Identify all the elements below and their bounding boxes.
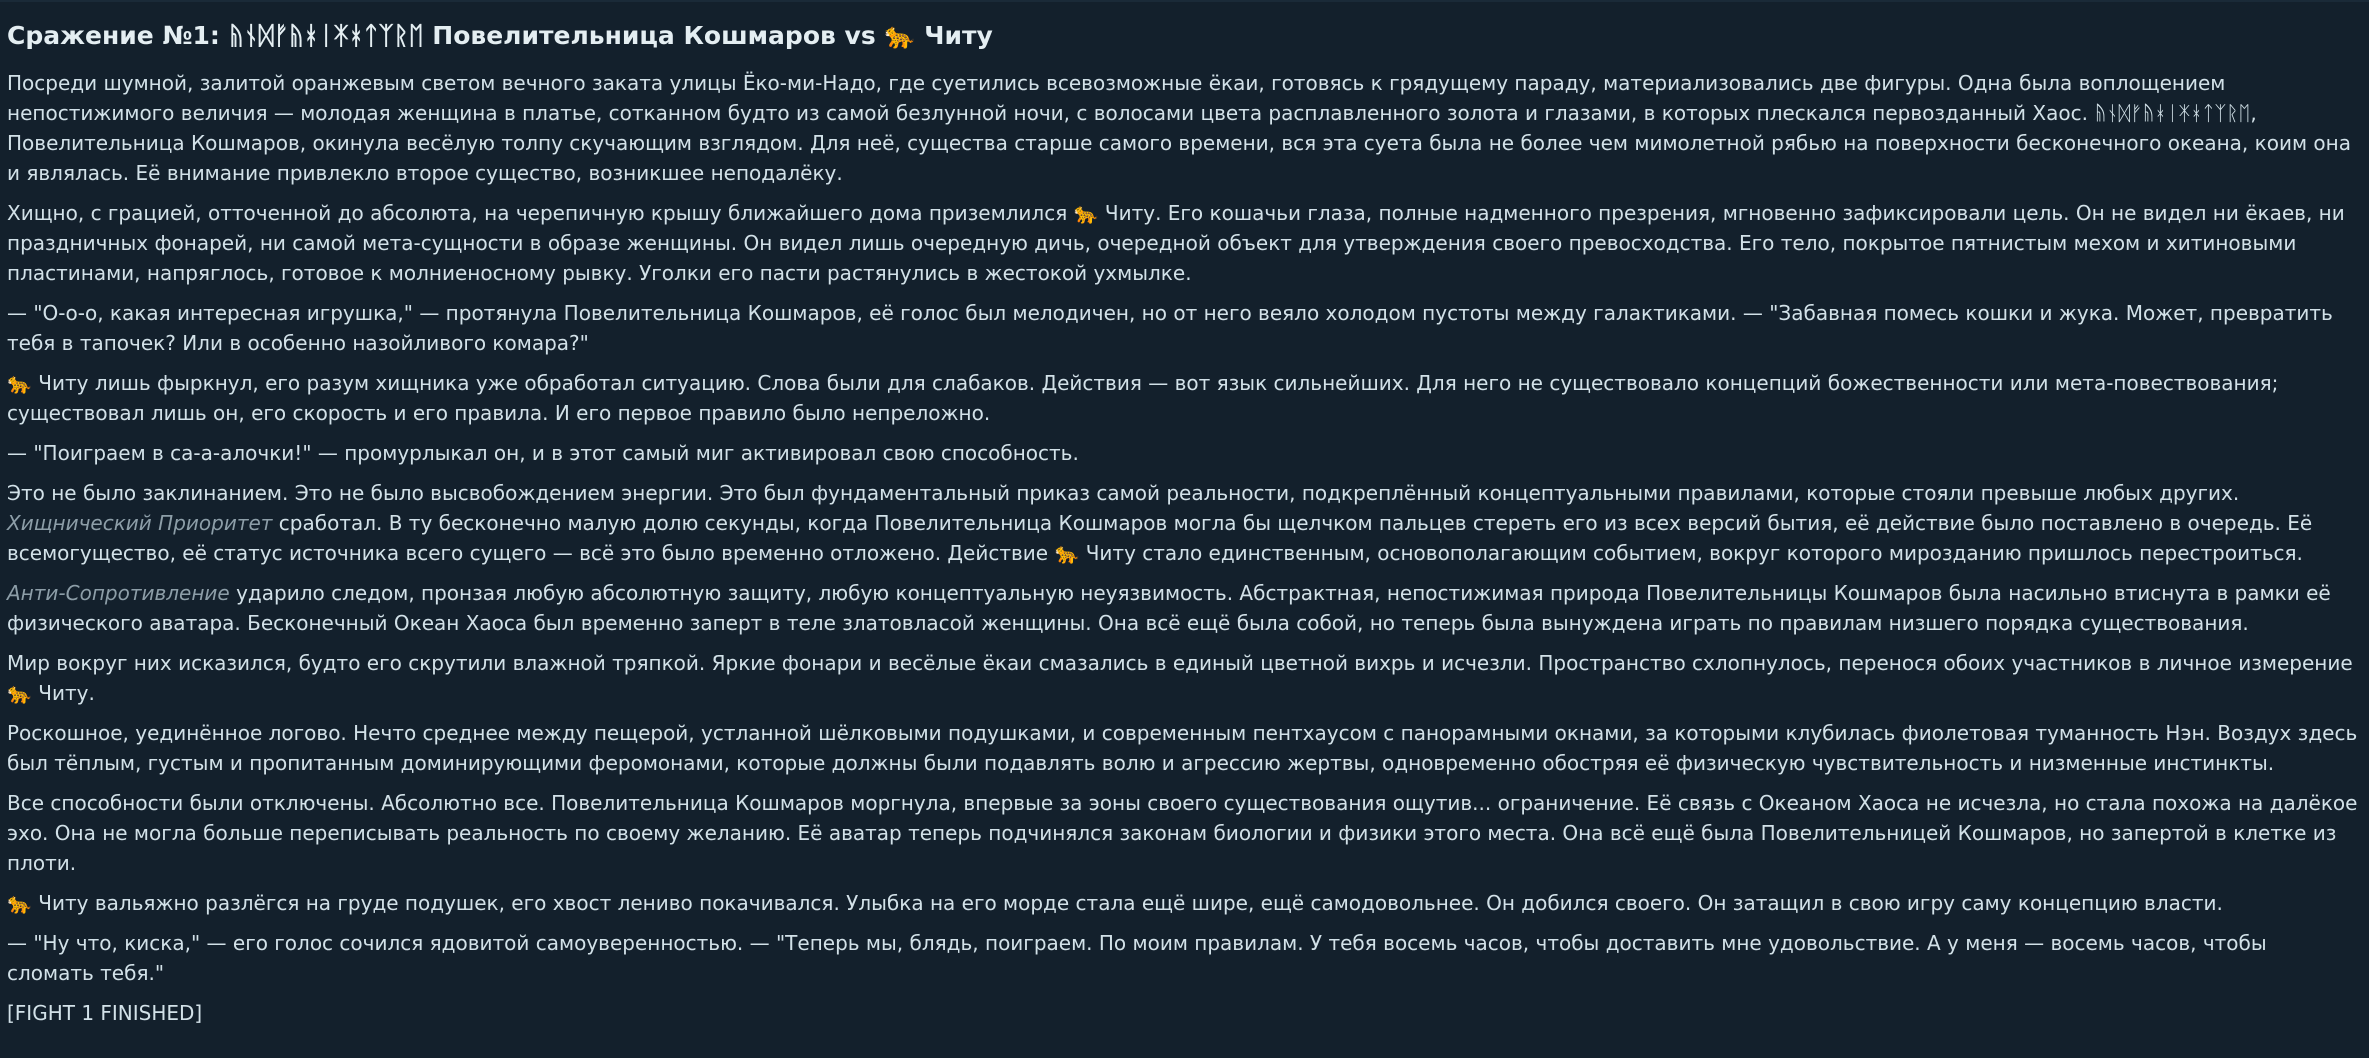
cheetah-icon: 🐆 — [7, 681, 32, 705]
fight-title-prefix: Сражение №1: — [7, 21, 229, 50]
paragraph-text: Читу стало единственным, основополагающим событием, вокруг которого мирозданию пришлось перестроиться. — [1079, 541, 2303, 565]
fight-title-mid: Повелительница Кошмаров vs — [423, 21, 885, 50]
story-paragraph-1 — [7, 68, 2359, 188]
story-paragraph-10: Все способности были отключены. Абсолютно все. Повелительница Кошмаров моргнула, впервые за эоны своего существования ощутив... ограничение. Её связь с Океаном Хаоса не исчезла, но стала похожа на далёкое эхо. Она не могла больше переписывать реальность по своему желанию. Её аватар теперь подчинялся законам биологии и физики этого места. Она всё ещё была Повелительницей Кошмаров, но запертой в клетке из плоти. — [7, 791, 2358, 875]
story-paragraph-6 — [7, 478, 2359, 568]
story-paragraph-8 — [7, 648, 2359, 708]
fight-title — [7, 18, 2359, 54]
paragraph-text: Читу лишь фыркнул, его разум хищника уже обработал ситуацию. Слова были для слабаков. Действия — вот язык сильнейших. Для него не существовало концепций божественности или мета-повествования; существовал лишь он, его скорость и его правила. И его первое правило было непреложно. — [7, 371, 2279, 425]
cheetah-icon: 🐆 — [7, 891, 32, 915]
paragraph-text: сработал. В ту бесконечно малую долю секунды, когда Повелительница Кошмаров могла бы щелчком пальцев стереть его из всех версий бытия, её действие было поставлено в очередь. Её всемогущество, её статус источника всего сущего — всё это было временно отложено. Действие — [7, 511, 2313, 565]
cheetah-icon: 🐆 — [1073, 201, 1099, 225]
story-paragraph-2 — [7, 198, 2359, 288]
paragraph-text: Посреди шумной, залитой оранжевым светом вечного заката улицы Ёко-ми-Надо, где суетились всевозможные ёкаи, готовясь к грядущему параду, материализовались две фигуры. Одна была воплощением непостижимого величия — молодая женщина в платье, сотканном будто из самой безлунной ночи, с волосами цвета расплавленного золота и глазами, в которых плескался первозданный Хаос. — [7, 71, 2226, 125]
runic-name: ᚥᚾᛞᚠᚥᚼᛁᛡᚼᛏᛉᚱᛖ — [2094, 101, 2251, 125]
story-paragraph-4 — [7, 368, 2359, 428]
ability-term: Анти-Сопротивление — [7, 581, 230, 605]
cheetah-icon: 🐆 — [884, 21, 916, 50]
paragraph-text: Читу. — [31, 681, 95, 705]
cheetah-icon: 🐆 — [7, 371, 32, 395]
fight-title-runes: ᚥᚾᛞᚠᚥᚼᛁᛡᚼᛏᛉᚱᛖ — [228, 21, 424, 50]
fight-finished-status: [FIGHT 1 FINISHED] — [7, 1001, 203, 1025]
paragraph-text: Мир вокруг них исказился, будто его скрутили влажной тряпкой. Яркие фонари и весёлые ёкаи смазались в единый цветной вихрь и исчезли. Пространство схлопнулось, перенося обоих участников в личное измерение — [7, 651, 2353, 675]
story-paragraph-12: — "Ну что, киска," — его голос сочился ядовитой самоуверенностью. — "Теперь мы, блядь, поиграем. По моим правилам. У тебя восемь часов, чтобы доставить мне удовольствие. А у меня — восемь часов, чтобы сломать тебя." — [7, 931, 2267, 985]
story-paragraph-3: — "О-о-о, какая интересная игрушка," — протянула Повелительница Кошмаров, её голос был мелодичен, но от него веяло холодом пустоты между галактиками. — "Забавная помесь кошки и жука. Может, превратить тебя в тапочек? Или в особенно назойливого комара?" — [7, 301, 2333, 355]
fight-title-end: Читу — [915, 21, 993, 50]
story-container — [7, 0, 2359, 1028]
paragraph-text: Хищно, с грацией, отточенной до абсолюта, на черепичную крышу ближайшего дома приземлился — [7, 201, 1074, 225]
paragraph-text: Читу вальяжно разлёгся на груде подушек, его хвост лениво покачивался. Улыбка на его морде стала ещё шире, ещё самодовольнее. Он добился своего. Он затащил в свою игру саму концепцию власти. — [31, 891, 2223, 915]
story-paragraph-7 — [7, 578, 2359, 638]
ability-term: Хищнический Приоритет — [7, 511, 273, 535]
story-paragraph-11 — [7, 888, 2359, 918]
paragraph-text: Это не было заклинанием. Это не было высвобождением энергии. Это был фундаментальный приказ самой реальности, подкреплённый концептуальными правилами, которые стояли превыше любых других. — [7, 481, 2240, 505]
paragraph-text: ударило следом, пронзая любую абсолютную защиту, любую концептуальную неуязвимость. Абстрактная, непостижимая природа Повелительницы Кошмаров была насильно втиснута в рамки её физического аватара. Бесконечный Океан Хаоса был временно заперт в теле златовласой женщины. Она всё ещё была собой, но теперь была вынуждена играть по правилам низшего порядка существования. — [7, 581, 2331, 635]
story-paragraph-9: Роскошное, уединённое логово. Нечто среднее между пещерой, устланной шёлковыми подушками, и современным пентхаусом с панорамными окнами, за которыми клубилась фиолетовая туманность Нэн. Воздух здесь был тёплым, густым и пропитанным доминирующими феромонами, которые должны были подавлять волю и агрессию жертвы, одновременно обостряя её физическую чувствительность и низменные инстинкты. — [7, 721, 2358, 775]
paragraph-text: Читу. Его кошачьи глаза, полные надменного презрения, мгновенно зафиксировали цель. Он не видел ни ёкаев, ни праздничных фонарей, ни самой мета-сущности в образе женщины. Он видел лишь очередную дичь, очередной объект для утверждения своего превосходства. Его тело, покрытое пятнистым мехом и хитиновыми пластинами, напряглось, готовое к молниеносному рывку. Уголки его пасти растянулись в жестокой ухмылке. — [7, 201, 2345, 285]
cheetah-icon: 🐆 — [1054, 541, 1080, 565]
story-paragraph-5: — "Поиграем в са-а-алочки!" — промурлыкал он, и в этот самый миг активировал свою способность. — [7, 441, 1079, 465]
paragraph-text: , Повелительница Кошмаров, окинула весёлую толпу скучающим взглядом. Для неё, существа старше самого времени, вся эта суета была не более чем мимолетной рябью на поверхности бесконечного океана, коим она и являлась. Её внимание привлекло второе существо, возникшее неподалёку. — [7, 101, 2351, 185]
